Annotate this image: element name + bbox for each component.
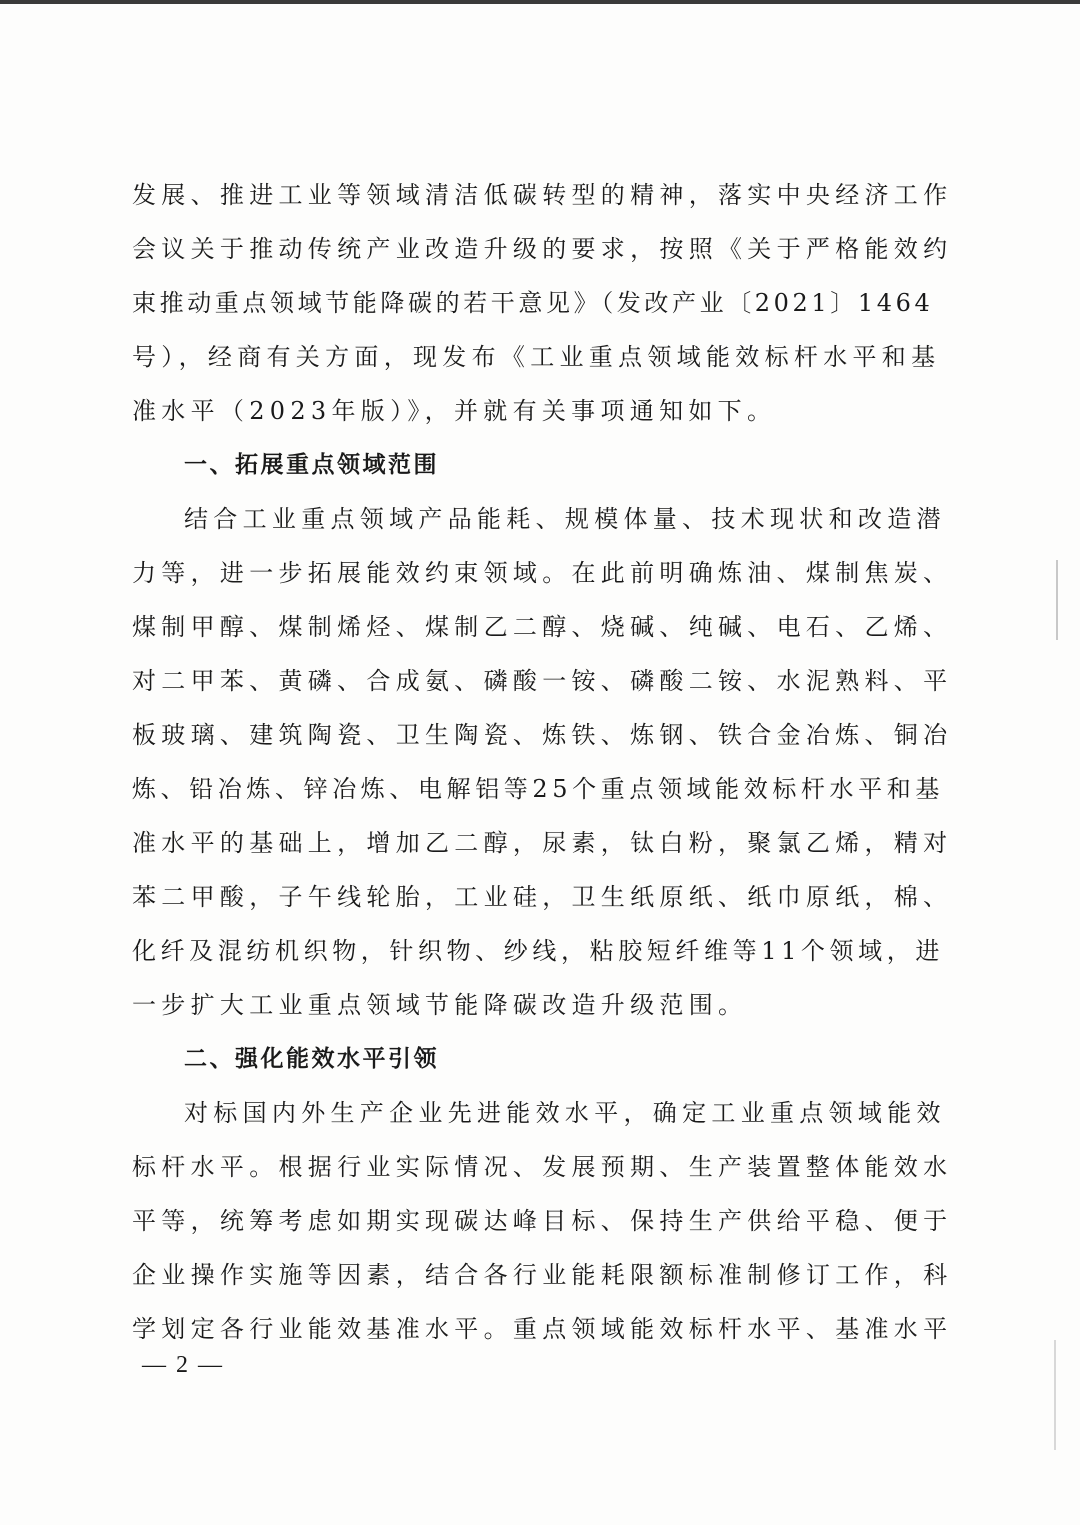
text-line: 企业操作实施等因素，结合各行业能耗限额标准制修订工作，科 bbox=[132, 1261, 953, 1289]
text-line: 力等，进一步拓展能效约束领域。在此前明确炼油、煤制焦炭、 bbox=[132, 559, 953, 587]
text-line: 结合工业重点领域产品能耗、规模体量、技术现状和改造潜 bbox=[184, 505, 946, 533]
text-line: 一步扩大工业重点领域节能降碳改造升级范围。 bbox=[132, 991, 748, 1019]
top-border-line bbox=[0, 0, 1080, 4]
text-line: 化纤及混纺机织物，针织物、纱线，粘胶短纤维等11个领域，进 bbox=[132, 937, 944, 965]
text-line: 煤制甲醇、煤制烯烃、煤制乙二醇、烧碱、纯碱、电石、乙烯、 bbox=[132, 613, 953, 641]
text-line: 对标国内外生产企业先进能效水平，确定工业重点领域能效 bbox=[184, 1099, 946, 1127]
text-line: 对二甲苯、黄磷、合成氨、磷酸一铵、磷酸二铵、水泥熟料、平 bbox=[132, 667, 953, 695]
text-line: 苯二甲酸，子午线轮胎，工业硅，卫生纸原纸、纸巾原纸，棉、 bbox=[132, 883, 953, 911]
text-line: 准水平（2023年版）》，并就有关事项通知如下。 bbox=[132, 397, 777, 425]
text-line: 学划定各行业能效基准水平。重点领域能效标杆水平、基准水平 bbox=[132, 1315, 953, 1343]
text-line: 标杆水平。根据行业实际情况、发展预期、生产装置整体能效水 bbox=[132, 1153, 953, 1181]
text-line: 发展、推进工业等领域清洁低碳转型的精神，落实中央经济工作 bbox=[132, 181, 953, 209]
section-heading-2: 二、强化能效水平引领 bbox=[184, 1046, 439, 1072]
text-line: 平等，统筹考虑如期实现碳达峰目标、保持生产供给平稳、便于 bbox=[132, 1207, 953, 1235]
section-heading-1: 一、拓展重点领域范围 bbox=[184, 452, 439, 478]
scan-edge-mark-lower bbox=[1054, 1340, 1056, 1450]
scan-edge-mark bbox=[1056, 560, 1058, 640]
document-body bbox=[132, 168, 953, 1356]
text-line: 准水平的基础上，增加乙二醇，尿素，钛白粉，聚氯乙烯，精对 bbox=[132, 829, 953, 857]
text-line: 会议关于推动传统产业改造升级的要求，按照《关于严格能效约 bbox=[132, 235, 953, 263]
text-line: 板玻璃、建筑陶瓷、卫生陶瓷、炼铁、炼钢、铁合金冶炼、铜冶 bbox=[132, 721, 953, 749]
text-line: 号），经商有关方面，现发布《工业重点领域能效标杆水平和基 bbox=[132, 343, 941, 371]
page-number: — 2 — bbox=[142, 1352, 224, 1378]
text-line: 束推动重点领域节能降碳的若干意见》（发改产业〔2021〕1464 bbox=[132, 289, 934, 317]
text-line: 炼、铅冶炼、锌冶炼、电解铝等25个重点领域能效标杆水平和基 bbox=[132, 775, 944, 803]
